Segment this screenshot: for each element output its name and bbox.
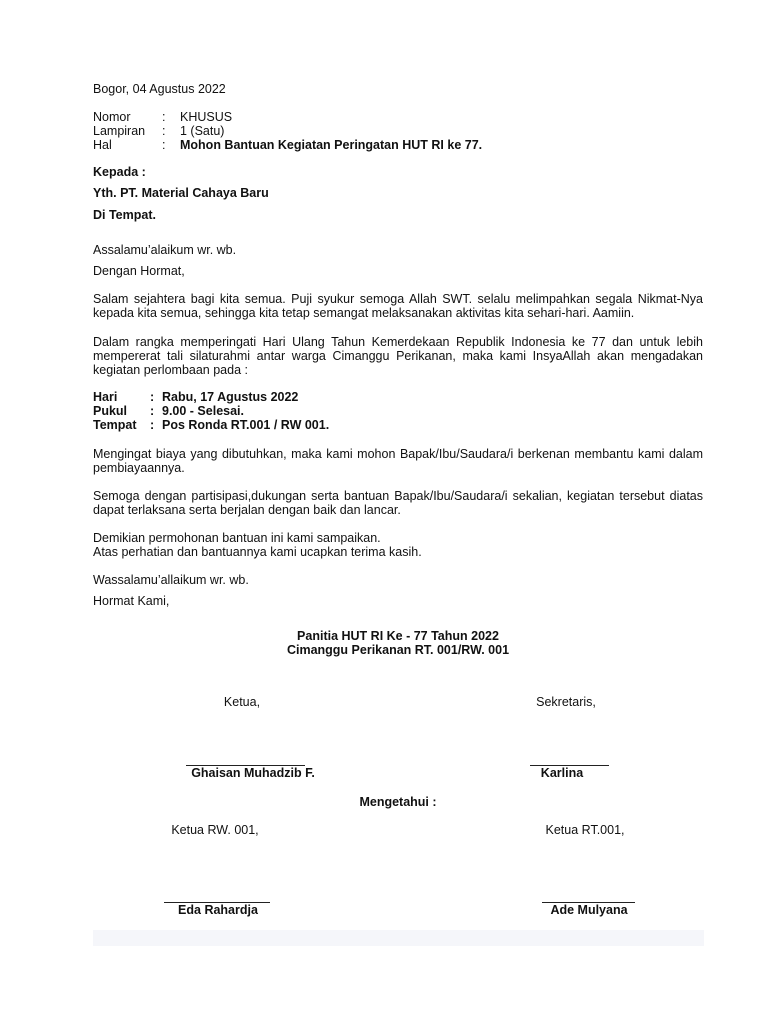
paragraph-2: Dalam rangka memperingati Hari Ulang Tahun Kemerdekaan Republik Indonesia ke 77 dan untuk lebih mempererat tali silaturahmi antar warga Cimanggu Perikanan, maka kami InsyaAllah akan mengadakan kegiatan perlombaan pada : xyxy=(93,335,703,377)
paragraph-1: Salam sejahtera bagi kita semua. Puji syukur semoga Allah SWT. selalu melimpahkan segala Nikmat-Nya kepada kita semua, sehingga kita tetap semangat melaksanakan aktivitas kita sehari-hari. Aamiin. xyxy=(93,292,703,320)
pukul-value: 9.00 - Selesai. xyxy=(162,404,245,418)
tempat-colon: : xyxy=(150,418,155,432)
lampiran-colon: : xyxy=(162,124,166,138)
lampiran-label: Lampiran xyxy=(93,124,146,138)
farewell: Wassalamu’allaikum wr. wb. xyxy=(93,573,249,587)
hari-colon: : xyxy=(150,390,155,404)
paragraph-4: Semoga dengan partisipasi,dukungan serta bantuan Bapak/Ibu/Saudara/i sekalian, kegiatan tersebut diatas dapat terlaksana serta berjalan dengan baik dan lancar. xyxy=(93,489,703,517)
rt-title: Ketua RT.001, xyxy=(545,823,625,837)
hal-value: Mohon Bantuan Kegiatan Peringatan HUT RI ke 77. xyxy=(180,138,483,152)
closing-line-1: Demikian permohonan bantuan ini kami sampaikan. xyxy=(93,531,381,545)
committee-line-1: Panitia HUT RI Ke - 77 Tahun 2022 xyxy=(297,629,499,643)
sekretaris-title: Sekretaris, xyxy=(536,695,596,709)
hari-label: Hari xyxy=(93,390,118,404)
recipient-place: Di Tempat. xyxy=(93,208,156,222)
tempat-value: Pos Ronda RT.001 / RW 001. xyxy=(162,418,330,432)
sekretaris-name: Karlina xyxy=(540,766,584,780)
pukul-colon: : xyxy=(150,404,155,418)
rt-name: Ade Mulyana xyxy=(550,903,628,917)
page-footer-bar xyxy=(93,930,704,946)
rw-name: Eda Rahardja xyxy=(178,903,258,917)
recipient-name: Yth. PT. Material Cahaya Baru xyxy=(93,186,269,200)
ketua-name: Ghaisan Muhadzib F. xyxy=(191,766,315,780)
ketua-title: Ketua, xyxy=(223,695,261,709)
nomor-colon: : xyxy=(162,110,166,124)
committee-line-2: Cimanggu Perikanan RT. 001/RW. 001 xyxy=(286,643,510,657)
kepada-label: Kepada : xyxy=(93,165,146,179)
salutation: Dengan Hormat, xyxy=(93,264,185,278)
regards: Hormat Kami, xyxy=(93,594,170,608)
greeting: Assalamu’alaikum wr. wb. xyxy=(93,243,237,257)
tempat-label: Tempat xyxy=(93,418,137,432)
nomor-label: Nomor xyxy=(93,110,131,124)
closing-line-2: Atas perhatian dan bantuannya kami ucapkan terima kasih. xyxy=(93,545,422,559)
pukul-label: Pukul xyxy=(93,404,128,418)
rw-title: Ketua RW. 001, xyxy=(171,823,259,837)
nomor-value: KHUSUS xyxy=(180,110,233,124)
hal-label: Hal xyxy=(93,138,112,152)
mengetahui-label: Mengetahui : xyxy=(359,795,437,809)
hari-value: Rabu, 17 Agustus 2022 xyxy=(162,390,299,404)
hal-colon: : xyxy=(162,138,166,152)
paragraph-3: Mengingat biaya yang dibutuhkan, maka kami mohon Bapak/Ibu/Saudara/i berkenan membantu kami dalam pembiayaannya. xyxy=(93,447,703,475)
place-date: Bogor, 04 Agustus 2022 xyxy=(93,82,226,96)
lampiran-value: 1 (Satu) xyxy=(180,124,225,138)
